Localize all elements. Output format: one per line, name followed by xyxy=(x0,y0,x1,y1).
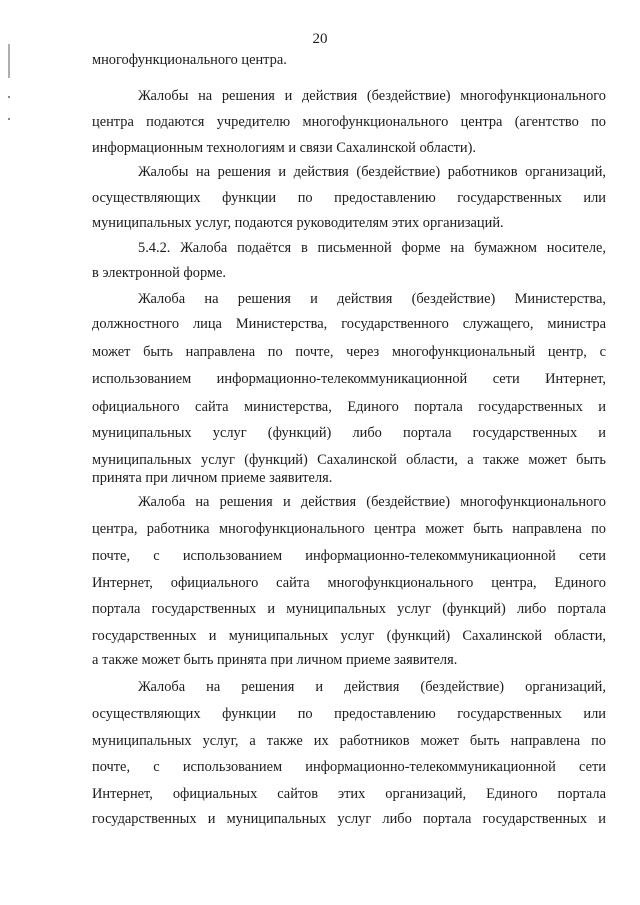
scan-margin-dot xyxy=(8,96,10,98)
scan-margin-dot xyxy=(8,118,10,120)
text-line: осуществляющих функции по предоставлению государственных или xyxy=(92,190,606,206)
text-line: многофункционального центра. xyxy=(92,52,287,68)
scan-margin-mark xyxy=(8,44,10,78)
text-line: государственных и муниципальных услуг либо портала государственных и xyxy=(92,811,606,827)
text-line: центра подаются учредителю многофункционального центра (агентство по xyxy=(92,114,606,130)
text-line: в электронной форме. xyxy=(92,265,227,281)
text-line: а также может быть принята при личном приеме заявителя. xyxy=(92,652,458,668)
text-line: использованием информационно-телекоммуникационной сети Интернет, xyxy=(92,371,606,387)
text-line: Жалобы на решения и действия (бездействие) многофункционального xyxy=(138,88,606,104)
page-number: 20 xyxy=(312,31,328,47)
text-line: Жалобы на решения и действия (бездействие) работников организаций, xyxy=(138,164,606,180)
text-line: почте, с использованием информационно-телекоммуникационной сети xyxy=(92,548,606,564)
text-line: муниципальных услуг, а также их работников может быть направлена по xyxy=(92,733,606,749)
text-line: Интернет, официального сайта многофункционального центра, Единого xyxy=(92,575,606,591)
text-line: муниципальных услуг (функций) Сахалинской области, а также может быть xyxy=(92,452,606,468)
text-line: почте, с использованием информационно-телекоммуникационной сети xyxy=(92,759,606,775)
text-line: муниципальных услуг, подаются руководителям этих организаций. xyxy=(92,215,504,231)
text-line: осуществляющих функции по предоставлению государственных или xyxy=(92,706,606,722)
text-line: Жалоба на решения и действия (бездействие) Министерства, xyxy=(138,291,606,307)
text-line: принята при личном приеме заявителя. xyxy=(92,470,333,486)
text-line: Жалоба на решения и действия (бездействие) организаций, xyxy=(138,679,606,695)
text-line: Жалоба на решения и действия (бездействие) многофункционального xyxy=(138,494,606,510)
text-line: Интернет, официальных сайтов этих организаций, Единого портала xyxy=(92,786,606,802)
text-line: центра, работника многофункционального центра может быть направлена по xyxy=(92,521,606,537)
text-line: информационным технологиям и связи Сахалинской области). xyxy=(92,140,476,156)
text-line: может быть направлена по почте, через многофункциональный центр, с xyxy=(92,344,606,360)
text-line: портала государственных и муниципальных услуг (функций) либо портала xyxy=(92,601,606,617)
text-line: официального сайта министерства, Единого портала государственных и xyxy=(92,399,606,415)
text-line: государственных и муниципальных услуг (функций) Сахалинской области, xyxy=(92,628,606,644)
text-line: должностного лица Министерства, государственного служащего, министра xyxy=(92,316,606,332)
text-line: 5.4.2. Жалоба подаётся в письменной форме на бумажном носителе, xyxy=(138,240,606,256)
text-line: муниципальных услуг (функций) либо портала государственных и xyxy=(92,425,606,441)
